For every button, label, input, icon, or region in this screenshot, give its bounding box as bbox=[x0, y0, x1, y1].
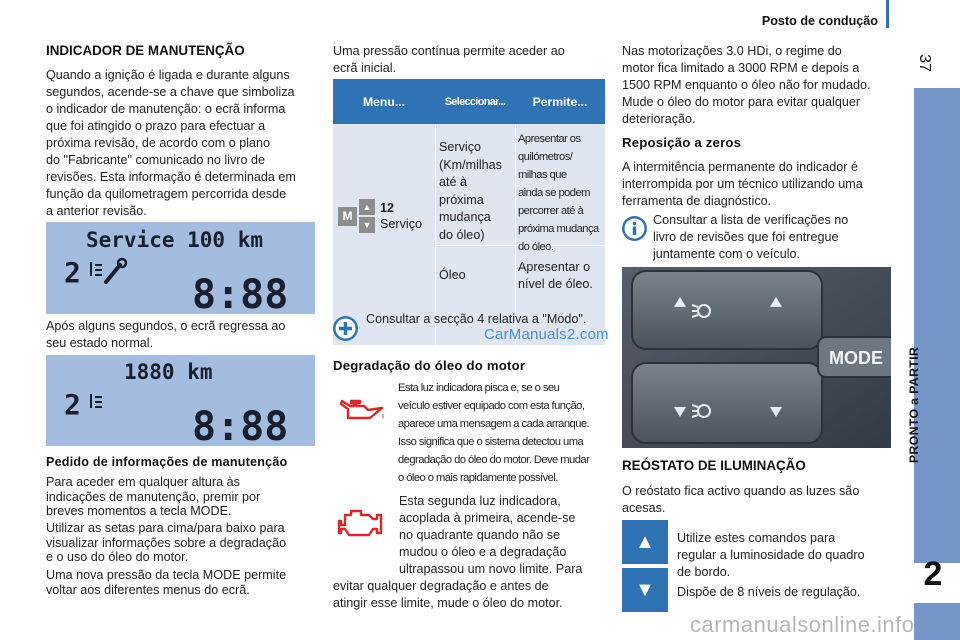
text-line: livro de revisões que foi entregue bbox=[653, 230, 839, 244]
up-arrow-icon: ▲ bbox=[635, 530, 655, 553]
menu-number: 12 bbox=[380, 201, 395, 215]
lcd-odometer-display bbox=[46, 355, 315, 446]
para-access bbox=[46, 475, 321, 519]
para-arrows bbox=[46, 521, 321, 565]
brightness-up-button[interactable] bbox=[622, 520, 668, 564]
second-light-description bbox=[399, 493, 605, 578]
text-line: Esta luz indicadora pisca e, se o seu bbox=[398, 382, 560, 394]
text-line: próxima mudança bbox=[518, 223, 599, 235]
text-line: seu estado normal. bbox=[46, 336, 154, 350]
text-line: função da quilometragem percorrida desde bbox=[46, 187, 287, 201]
lcd-gear: 2 bbox=[64, 388, 81, 421]
mode-section-note: Consultar a secção 4 relativa a "Modo". bbox=[366, 312, 587, 326]
text-line: Esta segunda luz indicadora, bbox=[399, 494, 561, 508]
text-line: o indicador de manutenção: o ecrã informa bbox=[46, 102, 286, 116]
plus-icon bbox=[333, 316, 358, 341]
text-line: visualizar informações sobre a degradação bbox=[46, 535, 287, 550]
text-line: que foi atingido o prazo para efectuar a bbox=[46, 119, 266, 133]
header-allow: Permite... bbox=[532, 94, 588, 109]
maintenance-intro bbox=[46, 67, 321, 220]
text-line: do óleo) bbox=[439, 227, 485, 242]
header-accent-bar bbox=[886, 0, 889, 28]
text-line: ecrã inicial. bbox=[333, 61, 396, 75]
lcd-service-display bbox=[46, 222, 315, 314]
text-line: o óleo o mais rapidamente possível. bbox=[398, 472, 558, 484]
text-line: Quando a ignição é ligada e durante alguns bbox=[46, 68, 290, 82]
dashboard-photo bbox=[622, 267, 891, 448]
text-line: ferramenta de diagnóstico. bbox=[622, 194, 772, 208]
text-line: percorrer até à bbox=[518, 205, 584, 217]
text-line: Utilize estes comandos para bbox=[677, 531, 836, 545]
up-arrow-icon: ▲ bbox=[359, 199, 375, 215]
text-line: veículo estiver equipado com esta função, bbox=[398, 400, 585, 412]
text-line: indicações de manutenção, premir por bbox=[46, 489, 261, 504]
text-line: mudança bbox=[439, 210, 491, 224]
lcd-service-text: Service 100 km bbox=[86, 228, 264, 252]
text-line: Nas motorizações 3.0 HDi, o regime do bbox=[622, 44, 842, 58]
row1-allow bbox=[518, 130, 604, 256]
chapter-label: PRONTO a PARTIR bbox=[907, 346, 921, 464]
light-icon bbox=[91, 394, 102, 408]
text-line: Mude o óleo do motor para evitar qualquer bbox=[622, 95, 861, 109]
second-light-tail bbox=[333, 578, 605, 612]
light-icon bbox=[91, 262, 102, 276]
lcd-gear: 2 bbox=[64, 256, 81, 289]
text-line: próxima revisão, de acordo com o plano bbox=[46, 136, 271, 150]
info-note bbox=[653, 212, 893, 263]
continuous-press-text bbox=[333, 43, 605, 77]
text-line: próxima bbox=[439, 192, 484, 207]
oil-can-icon bbox=[338, 396, 386, 426]
text-line: (Km/milhas bbox=[439, 157, 502, 172]
rheostat-title: REÓSTATO DE ILUMINAÇÃO bbox=[622, 458, 806, 473]
text-line: aparece uma mensagem a cada arranque. bbox=[398, 418, 590, 430]
row2-allow bbox=[518, 259, 604, 293]
text-line: ainda se podem bbox=[518, 187, 590, 199]
down-arrow-icon: ▼ bbox=[635, 578, 655, 601]
menu-key-group bbox=[338, 199, 422, 233]
text-line: 1500 RPM enquanto o óleo não for mudado. bbox=[622, 78, 871, 92]
text-line: Apresentar os bbox=[518, 133, 581, 145]
text-line: até à bbox=[439, 175, 468, 189]
menu-label: Serviço bbox=[380, 217, 422, 231]
wrench-icon bbox=[106, 259, 126, 282]
header-select: Seleccionar... bbox=[444, 95, 506, 108]
text-line: Uma nova pressão da tecla MODE permite bbox=[46, 568, 287, 582]
text-line: ultrapassou um novo limite. Para bbox=[399, 562, 583, 576]
text-line: Para aceder em qualquer altura às bbox=[46, 475, 240, 489]
hdi-engine-text bbox=[622, 43, 892, 128]
text-line: do "Fabricante" comunicado no livro de bbox=[46, 153, 265, 167]
text-line: A intermitência permanente do indicador é bbox=[622, 160, 858, 174]
maintenance-indicator-title: INDICADOR DE MANUTENÇÃO bbox=[46, 43, 245, 58]
text-line: quilómetros/ bbox=[518, 151, 573, 163]
brightness-down-button[interactable] bbox=[622, 568, 668, 612]
text-line: milhas que bbox=[518, 169, 567, 181]
text-line: acesas. bbox=[622, 501, 666, 515]
text-line: mudou o óleo e a degradação bbox=[399, 545, 567, 559]
text-line: regular a luminosidade do quadro bbox=[677, 548, 865, 562]
reset-title: Reposição a zeros bbox=[622, 135, 742, 150]
text-line: revisões. Esta informação é determinada em bbox=[46, 170, 296, 184]
page-number: 37 bbox=[916, 54, 933, 72]
text-line: Utilizar as setas para cima/para baixo para bbox=[46, 521, 285, 535]
text-line: Consultar a lista de verificações no bbox=[653, 213, 849, 227]
text-line: interrompida por um técnico utilizando uma bbox=[622, 177, 863, 191]
text-line: e o uso do óleo do motor. bbox=[46, 550, 189, 564]
menu-table bbox=[333, 79, 605, 345]
mode-key-icon: M bbox=[338, 207, 357, 226]
text-line: Serviço bbox=[439, 140, 481, 154]
levels-text: Dispõe de 8 níveis de regulação. bbox=[677, 585, 861, 599]
down-arrow-icon: ▼ bbox=[359, 217, 375, 233]
text-line: Após alguns segundos, o ecrã regressa ao bbox=[46, 319, 286, 333]
info-icon bbox=[622, 216, 647, 241]
maintenance-info-subtitle: Pedido de informações de manutenção bbox=[46, 455, 288, 469]
text-line: a anterior revisão. bbox=[46, 204, 147, 218]
row2-select: Óleo bbox=[439, 268, 466, 282]
engine-icon bbox=[337, 505, 385, 541]
text-line: de bordo. bbox=[677, 565, 731, 579]
text-line: do óleo. bbox=[518, 241, 554, 253]
text-line: acoplada à primeira, acende-se bbox=[399, 511, 576, 525]
site-watermark: CarManuals2.com bbox=[484, 326, 609, 343]
text-line: atingir esse limite, mude o óleo do motor. bbox=[333, 596, 563, 610]
text-line: O reóstato fica activo quando as luzes são bbox=[622, 484, 860, 498]
table-header-row bbox=[333, 79, 605, 124]
text-line: evitar qualquer degradação e antes de bbox=[333, 579, 549, 593]
controls-text bbox=[677, 530, 887, 581]
section-title: Posto de condução bbox=[761, 14, 878, 28]
reset-text bbox=[622, 159, 892, 210]
header-menu: Menu... bbox=[363, 94, 405, 109]
text-line: Isso significa que o sistema detectou uma bbox=[398, 436, 584, 448]
chapter-number: 2 bbox=[923, 555, 943, 593]
row1-select bbox=[439, 139, 515, 244]
lcd-km-text: 1880 km bbox=[124, 360, 213, 384]
footer-watermark: carmanualsonline.info bbox=[690, 612, 915, 637]
after-seconds-text bbox=[46, 318, 321, 352]
mode-button-label: MODE bbox=[829, 348, 883, 368]
lcd-clock: 8:88 bbox=[192, 272, 289, 314]
text-line: motor fica limitado a 3000 RPM e depois a bbox=[622, 61, 860, 75]
text-line: breves momentos a tecla MODE. bbox=[46, 504, 232, 518]
rheostat-text bbox=[622, 483, 892, 517]
text-line: Uma pressão contínua permite aceder ao bbox=[333, 44, 565, 58]
text-line: voltar aos diferentes menus do ecrã. bbox=[46, 582, 250, 597]
text-line: degradação do óleo do motor. Deve mudar bbox=[398, 454, 590, 466]
text-line: nível de óleo. bbox=[518, 277, 593, 291]
text-line: no quadrante quando não se bbox=[399, 528, 561, 542]
oil-light-description bbox=[398, 379, 603, 487]
text-line: Apresentar o bbox=[518, 260, 591, 274]
para-return bbox=[46, 568, 321, 597]
text-line: segundos, acende-se a chave que simboliza bbox=[46, 85, 295, 99]
text-line: deterioração. bbox=[622, 112, 696, 126]
text-line: juntamente com o veículo. bbox=[653, 247, 801, 261]
lcd-clock: 8:88 bbox=[192, 404, 289, 446]
oil-degradation-title: Degradação do óleo do motor bbox=[333, 358, 526, 373]
